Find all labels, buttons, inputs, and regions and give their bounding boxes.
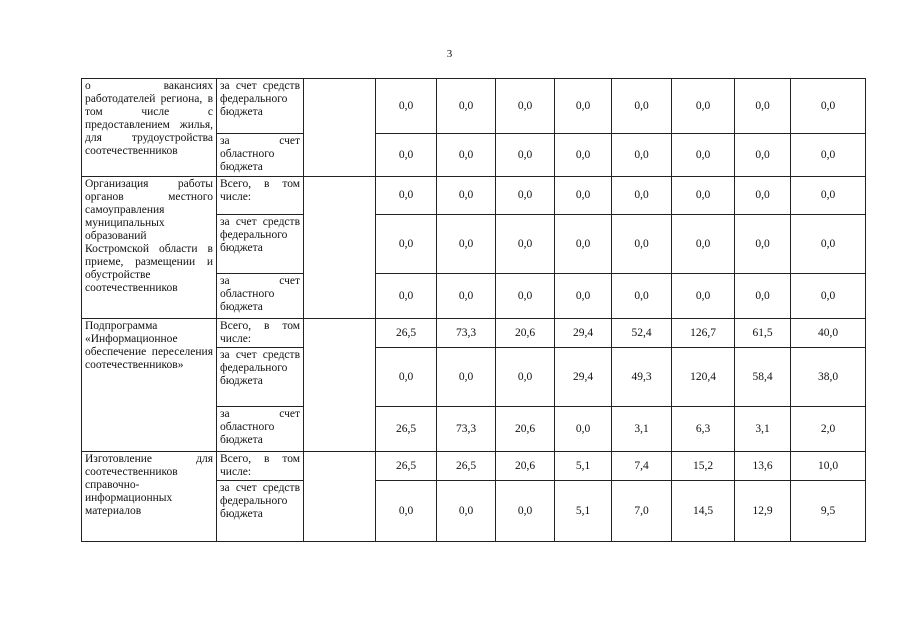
funding-source-cell: за счет средств федерального бюджета bbox=[217, 481, 304, 542]
blank-cell bbox=[304, 319, 376, 452]
budget-table bbox=[81, 78, 866, 542]
value-cell: 0,0 bbox=[496, 79, 555, 134]
value-cell: 26,5 bbox=[376, 319, 437, 348]
funding-source-cell: Всего, в том числе: bbox=[217, 319, 304, 348]
value-cell: 7,4 bbox=[612, 452, 672, 481]
value-cell: 0,0 bbox=[735, 177, 791, 215]
value-cell: 0,0 bbox=[735, 215, 791, 274]
value-cell: 0,0 bbox=[437, 134, 496, 177]
value-cell: 20,6 bbox=[496, 452, 555, 481]
item-name-cell: Подпрограмма «Информационное обеспечение переселения соотечественников» bbox=[82, 319, 217, 452]
value-cell: 49,3 bbox=[612, 348, 672, 407]
value-cell: 0,0 bbox=[555, 177, 612, 215]
value-cell: 0,0 bbox=[672, 79, 735, 134]
value-cell: 0,0 bbox=[612, 79, 672, 134]
value-cell: 0,0 bbox=[791, 274, 866, 319]
value-cell: 14,5 bbox=[672, 481, 735, 542]
value-cell: 26,5 bbox=[376, 407, 437, 452]
value-cell: 10,0 bbox=[791, 452, 866, 481]
value-cell: 0,0 bbox=[735, 79, 791, 134]
value-cell: 0,0 bbox=[376, 348, 437, 407]
blank-cell bbox=[304, 79, 376, 177]
value-cell: 0,0 bbox=[612, 215, 672, 274]
value-cell: 0,0 bbox=[376, 79, 437, 134]
value-cell: 3,1 bbox=[735, 407, 791, 452]
value-cell: 0,0 bbox=[376, 481, 437, 542]
value-cell: 0,0 bbox=[672, 274, 735, 319]
value-cell: 0,0 bbox=[672, 215, 735, 274]
value-cell: 0,0 bbox=[555, 215, 612, 274]
value-cell: 0,0 bbox=[496, 481, 555, 542]
value-cell: 0,0 bbox=[735, 274, 791, 319]
value-cell: 0,0 bbox=[496, 177, 555, 215]
item-name-cell: Изготовление для соотечественников справочно-информационных материалов bbox=[82, 452, 217, 542]
value-cell: 26,5 bbox=[437, 452, 496, 481]
value-cell: 0,0 bbox=[437, 481, 496, 542]
value-cell: 58,4 bbox=[735, 348, 791, 407]
funding-source-cell: за счет областного бюджета bbox=[217, 407, 304, 452]
value-cell: 0,0 bbox=[437, 215, 496, 274]
value-cell: 6,3 bbox=[672, 407, 735, 452]
value-cell: 0,0 bbox=[496, 348, 555, 407]
value-cell: 0,0 bbox=[376, 274, 437, 319]
value-cell: 73,3 bbox=[437, 319, 496, 348]
value-cell: 52,4 bbox=[612, 319, 672, 348]
value-cell: 7,0 bbox=[612, 481, 672, 542]
value-cell: 0,0 bbox=[791, 177, 866, 215]
funding-source-cell: за счет средств федерального бюджета bbox=[217, 348, 304, 407]
value-cell: 9,5 bbox=[791, 481, 866, 542]
value-cell: 38,0 bbox=[791, 348, 866, 407]
value-cell: 0,0 bbox=[791, 79, 866, 134]
item-name-cell: о вакансиях работодателей региона, в том числе с предоставлением жилья, для трудоустройства соотечественников bbox=[82, 79, 217, 177]
value-cell: 126,7 bbox=[672, 319, 735, 348]
funding-source-cell: Всего, в том числе: bbox=[217, 452, 304, 481]
value-cell: 3,1 bbox=[612, 407, 672, 452]
funding-source-cell: Всего, в том числе: bbox=[217, 177, 304, 215]
value-cell: 0,0 bbox=[437, 177, 496, 215]
value-cell: 0,0 bbox=[735, 134, 791, 177]
value-cell: 0,0 bbox=[496, 274, 555, 319]
value-cell: 0,0 bbox=[555, 407, 612, 452]
value-cell: 40,0 bbox=[791, 319, 866, 348]
value-cell: 0,0 bbox=[791, 215, 866, 274]
table-row bbox=[82, 452, 866, 481]
value-cell: 0,0 bbox=[555, 79, 612, 134]
value-cell: 0,0 bbox=[672, 177, 735, 215]
funding-source-cell: за счет средств федерального бюджета bbox=[217, 79, 304, 134]
value-cell: 0,0 bbox=[376, 134, 437, 177]
value-cell: 0,0 bbox=[437, 274, 496, 319]
value-cell: 120,4 bbox=[672, 348, 735, 407]
value-cell: 29,4 bbox=[555, 348, 612, 407]
value-cell: 0,0 bbox=[376, 177, 437, 215]
funding-source-cell: за счет средств федерального бюджета bbox=[217, 215, 304, 274]
value-cell: 0,0 bbox=[376, 215, 437, 274]
value-cell: 20,6 bbox=[496, 407, 555, 452]
value-cell: 61,5 bbox=[735, 319, 791, 348]
value-cell: 2,0 bbox=[791, 407, 866, 452]
value-cell: 0,0 bbox=[612, 134, 672, 177]
value-cell: 20,6 bbox=[496, 319, 555, 348]
table-body bbox=[82, 79, 866, 542]
funding-source-cell: за счет областного бюджета bbox=[217, 134, 304, 177]
blank-cell bbox=[304, 177, 376, 319]
value-cell: 0,0 bbox=[437, 79, 496, 134]
value-cell: 15,2 bbox=[672, 452, 735, 481]
page-number: 3 bbox=[446, 48, 453, 60]
value-cell: 5,1 bbox=[555, 452, 612, 481]
value-cell: 0,0 bbox=[612, 177, 672, 215]
table-row bbox=[82, 79, 866, 134]
value-cell: 0,0 bbox=[555, 134, 612, 177]
value-cell: 5,1 bbox=[555, 481, 612, 542]
value-cell: 12,9 bbox=[735, 481, 791, 542]
value-cell: 0,0 bbox=[555, 274, 612, 319]
value-cell: 26,5 bbox=[376, 452, 437, 481]
funding-source-cell: за счет областного бюджета bbox=[217, 274, 304, 319]
value-cell: 13,6 bbox=[735, 452, 791, 481]
value-cell: 29,4 bbox=[555, 319, 612, 348]
value-cell: 0,0 bbox=[437, 348, 496, 407]
value-cell: 0,0 bbox=[672, 134, 735, 177]
value-cell: 73,3 bbox=[437, 407, 496, 452]
value-cell: 0,0 bbox=[496, 215, 555, 274]
value-cell: 0,0 bbox=[496, 134, 555, 177]
table-row bbox=[82, 319, 866, 348]
value-cell: 0,0 bbox=[791, 134, 866, 177]
table-row bbox=[82, 177, 866, 215]
item-name-cell: Организация работы органов местного самоуправления муниципальных образований Костромской области в приеме, размещении и обустройстве соотечественников bbox=[82, 177, 217, 319]
value-cell: 0,0 bbox=[612, 274, 672, 319]
blank-cell bbox=[304, 452, 376, 542]
